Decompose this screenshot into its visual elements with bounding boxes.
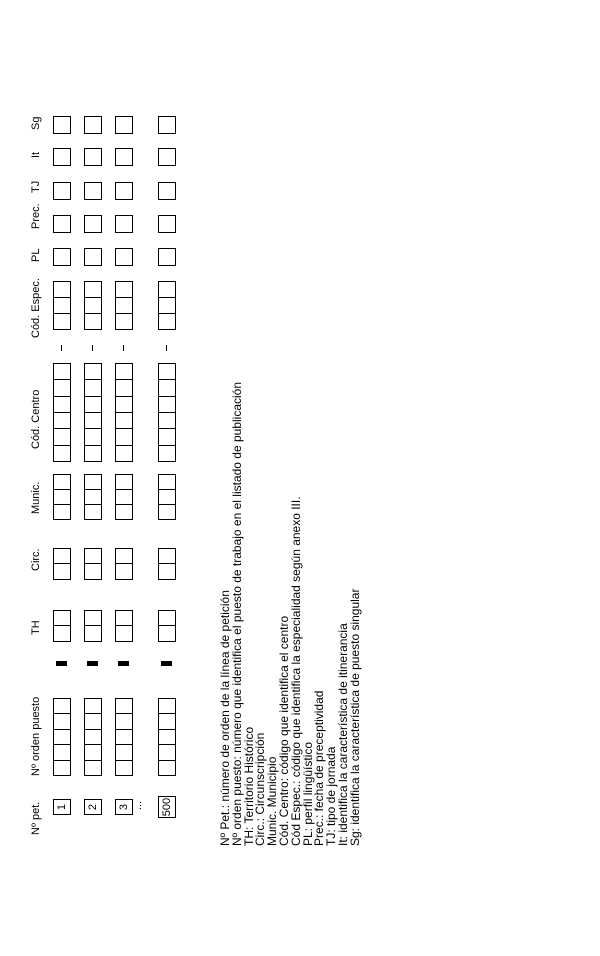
- it-field[interactable]: [84, 148, 102, 166]
- prec-field[interactable]: [115, 215, 133, 233]
- header-n-pet: Nº pet.: [30, 801, 42, 835]
- pl-field[interactable]: [53, 248, 71, 266]
- separator-dash: [123, 345, 124, 351]
- cod-centro-field[interactable]: [158, 363, 176, 462]
- prec-field[interactable]: [84, 215, 102, 233]
- legend-item: Nº orden puesto: número que identifica el puesto de trabajo en el listado de publicación: [229, 381, 244, 846]
- legend-item: Sg: identifica la característica de puesto singular: [347, 588, 362, 846]
- legend-item: Prec.: fecha de preceptividad: [312, 690, 327, 846]
- header-tj: TJ: [30, 180, 42, 193]
- munic-field[interactable]: [115, 474, 133, 520]
- legend-item: PL: perfil lingüístico: [300, 741, 315, 846]
- separator-mark: [118, 661, 129, 666]
- header-sg: Sg: [30, 116, 42, 130]
- pet-number: 3: [115, 799, 133, 815]
- request-line: [53, 0, 71, 956]
- separator-mark: [56, 661, 67, 666]
- it-field[interactable]: [158, 148, 176, 166]
- pet-number: 2: [84, 799, 102, 815]
- cod-espec-field[interactable]: [84, 281, 102, 330]
- cod-centro-field[interactable]: [53, 363, 71, 462]
- request-line: [115, 0, 133, 956]
- th-field[interactable]: [84, 610, 102, 642]
- munic-field[interactable]: [53, 474, 71, 520]
- legend-item: Nº Pet.: número de orden de la línea de petición: [218, 590, 232, 846]
- request-line: [84, 0, 102, 956]
- pl-field[interactable]: [158, 248, 176, 266]
- pet-number: 1: [53, 799, 71, 815]
- tj-field[interactable]: [115, 182, 133, 200]
- legend-item: Cód Espec.: código que identifica la especialidad según anexo III.: [288, 496, 303, 846]
- separator-mark: [87, 661, 98, 666]
- cod-espec-field[interactable]: [158, 281, 176, 330]
- cod-espec-field[interactable]: [115, 281, 133, 330]
- header-cod-centro: Cód. Centro: [30, 389, 42, 449]
- legend-item: Circ.: Circunscripción: [253, 732, 268, 846]
- pl-field[interactable]: [84, 248, 102, 266]
- orden-puesto-field[interactable]: [53, 698, 71, 776]
- legend-item: Cód. Centro: código que identifica el centro: [276, 615, 291, 846]
- legend-item: Munic. Municipio: [265, 756, 280, 846]
- sg-field[interactable]: [53, 116, 71, 134]
- cod-centro-field[interactable]: [84, 363, 102, 462]
- th-field[interactable]: [115, 610, 133, 642]
- header-n-orden-puesto: Nº orden puesto: [30, 696, 42, 776]
- sg-field[interactable]: [115, 116, 133, 134]
- cod-espec-field[interactable]: [53, 281, 71, 330]
- request-line: [158, 0, 176, 956]
- prec-field[interactable]: [158, 215, 176, 233]
- prec-field[interactable]: [53, 215, 71, 233]
- header-prec: Prec.: [30, 203, 42, 229]
- circ-field[interactable]: [115, 548, 133, 580]
- ellipsis: ...: [132, 800, 144, 810]
- orden-puesto-field[interactable]: [84, 698, 102, 776]
- legend: [220, 382, 362, 846]
- header-cod-espec: Cód. Espec.: [30, 278, 42, 338]
- tj-field[interactable]: [158, 182, 176, 200]
- header-pl: PL: [30, 248, 42, 262]
- th-field[interactable]: [53, 610, 71, 642]
- it-field[interactable]: [53, 148, 71, 166]
- orden-puesto-field[interactable]: [115, 698, 133, 776]
- th-field[interactable]: [158, 610, 176, 642]
- sg-field[interactable]: [158, 116, 176, 134]
- orden-puesto-field[interactable]: [158, 698, 176, 776]
- header-circ: Circ.: [30, 548, 42, 571]
- separator-dash: [61, 345, 62, 351]
- header-munic: Munic.: [30, 481, 42, 514]
- tj-field[interactable]: [84, 182, 102, 200]
- cod-centro-field[interactable]: [115, 363, 133, 462]
- it-field[interactable]: [115, 148, 133, 166]
- legend-item: TH: Territorio Histórico: [241, 726, 256, 846]
- header-it: It: [30, 151, 42, 158]
- separator-dash: [166, 345, 167, 351]
- munic-field[interactable]: [158, 474, 176, 520]
- tj-field[interactable]: [53, 182, 71, 200]
- pet-number: 500: [158, 796, 176, 818]
- separator-dash: [92, 345, 93, 351]
- munic-field[interactable]: [84, 474, 102, 520]
- legend-item: TJ: tipo de jornada: [324, 746, 339, 846]
- circ-field[interactable]: [53, 548, 71, 580]
- sg-field[interactable]: [84, 116, 102, 134]
- header-th: TH: [30, 620, 42, 635]
- circ-field[interactable]: [84, 548, 102, 580]
- separator-mark: [161, 661, 172, 666]
- pl-field[interactable]: [115, 248, 133, 266]
- circ-field[interactable]: [158, 548, 176, 580]
- legend-item: It: identifica la característica de itinerancia: [335, 623, 350, 846]
